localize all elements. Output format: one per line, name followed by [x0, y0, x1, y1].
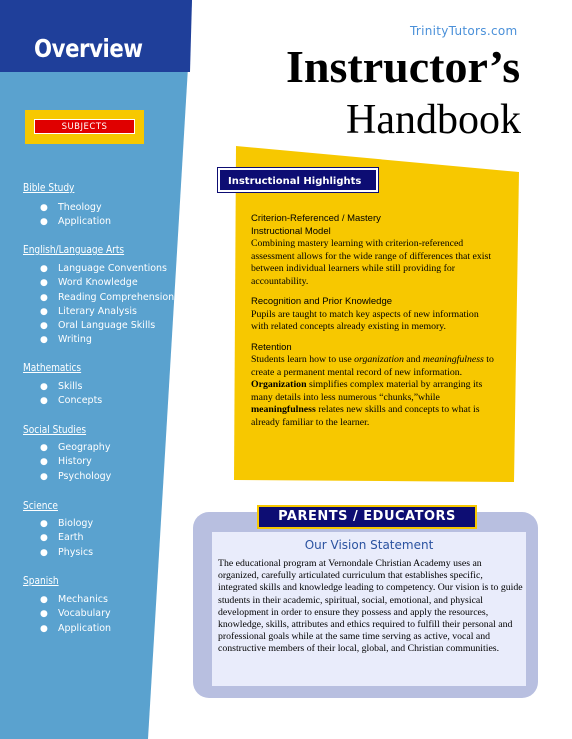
bullet-icon: ● — [40, 217, 48, 228]
list-item[interactable]: ● Psychology — [40, 470, 111, 484]
bullet-icon: ● — [40, 382, 48, 392]
list-item[interactable]: ● Concepts — [40, 394, 102, 408]
category-title[interactable]: Bible Study — [23, 181, 75, 194]
category-social-studies — [23, 423, 100, 436]
list-item[interactable]: ● Application — [40, 622, 111, 636]
vision-title: Our Vision Statement — [304, 538, 434, 552]
bullet-icon: ● — [40, 609, 48, 620]
category-mathematics — [23, 361, 94, 374]
bullet-icon: ● — [40, 396, 48, 407]
section-heading: Recognition and Prior Knowledge — [251, 296, 393, 307]
bullet-icon: ● — [40, 519, 48, 529]
bullet-icon: ● — [40, 306, 48, 317]
list-item[interactable]: ● Application — [40, 215, 111, 229]
category-title[interactable]: Mathematics — [23, 361, 82, 374]
list-item[interactable]: ● Oral Language Skills — [40, 319, 174, 333]
vision-text: The educational program at Vernondale Christian Academy uses an organized, carefully articulated curriculum that establishes specific, integrated skills and knowledge leading to competency. Our vision is to guide students in their academic, spiritual, social, emotional, and physical development in order to ensure they possess and apply the resources, knowledge, skills, attributes and ethics required to fulfill their personal and professional goals while at the same time serving as active, vocal and constructive members of their local, global, and Christian communities. — [218, 558, 523, 655]
list-item[interactable]: ● Physics — [40, 546, 93, 560]
list-item[interactable]: ● Mechanics — [40, 593, 111, 607]
section-heading: Instructional Model — [251, 225, 331, 237]
bible-study-list — [40, 201, 111, 230]
list-item[interactable]: ● Biology — [40, 517, 93, 531]
list-item[interactable]: ● Skills — [40, 380, 102, 394]
page-title-line-2: Handbook — [346, 97, 521, 143]
bullet-icon: ● — [40, 321, 48, 332]
bullet-icon: ● — [40, 623, 48, 634]
bullet-icon: ● — [40, 533, 48, 544]
mathematics-list — [40, 380, 102, 409]
parents-title: PARENTS / EDUCATORS — [257, 505, 477, 529]
list-item[interactable]: ● Geography — [40, 441, 111, 455]
spanish-list — [40, 593, 111, 636]
english-list — [40, 262, 174, 348]
bullet-icon: ● — [40, 471, 48, 482]
bullet-icon: ● — [40, 457, 48, 468]
bullet-icon: ● — [40, 292, 48, 303]
list-item[interactable]: ● Literary Analysis — [40, 305, 174, 319]
bullet-icon: ● — [40, 335, 48, 346]
subjects-button[interactable] — [25, 110, 144, 144]
highlights-title: Instructional Highlights — [218, 168, 378, 192]
section-heading: Retention — [251, 341, 292, 353]
bullet-icon: ● — [40, 443, 48, 453]
bullet-icon: ● — [40, 278, 48, 289]
list-item[interactable]: ● Language Conventions — [40, 262, 174, 276]
list-item[interactable]: ● History — [40, 455, 111, 469]
site-link[interactable]: TrinityTutors.com — [410, 24, 518, 38]
category-bible-study — [23, 181, 86, 194]
page-title-line-1: Instructor’s — [286, 41, 521, 92]
list-item[interactable]: ● Word Knowledge — [40, 276, 174, 290]
list-item[interactable]: ● Vocabulary — [40, 607, 111, 621]
list-item[interactable]: ● Reading Comprehension — [40, 291, 174, 305]
category-title[interactable]: English/Language Arts — [23, 243, 125, 256]
category-english — [23, 243, 146, 256]
category-spanish — [23, 574, 66, 587]
highlights-body — [251, 213, 496, 437]
science-list — [40, 517, 93, 560]
bullet-icon: ● — [40, 547, 48, 558]
category-title[interactable]: Spanish — [23, 574, 59, 587]
category-title[interactable]: Science — [23, 499, 58, 512]
bullet-icon: ● — [40, 203, 48, 213]
social-studies-list — [40, 441, 111, 484]
list-item[interactable]: ● Earth — [40, 531, 93, 545]
list-item[interactable]: ● Writing — [40, 333, 174, 347]
sidebar-title: Overview — [34, 34, 143, 63]
section-text: Combining mastery learning with criterion-referenced assessment allows for the wide range of differences that exist between individual learners while still providing for accountability. — [251, 238, 492, 287]
subjects-button-label: SUBJECTS — [34, 119, 135, 134]
category-title[interactable]: Social Studies — [23, 423, 87, 436]
bullet-icon: ● — [40, 264, 48, 274]
bullet-icon: ● — [40, 595, 48, 605]
section-text: Students learn how to use organization and meaningfulness to create a permanent mental record of new information. Organization simplifies complex material by arranging its many details into less numerous “chunks,”while meaningfulness relates new skills and concepts to what is already familiar to the learner. — [251, 354, 494, 428]
list-item[interactable]: ● Theology — [40, 201, 111, 215]
category-science — [23, 499, 66, 512]
section-heading: Criterion-Referenced / Mastery — [251, 213, 381, 224]
section-text: Pupils are taught to match key aspects of new information with related concepts already existing in memory. — [251, 308, 479, 332]
